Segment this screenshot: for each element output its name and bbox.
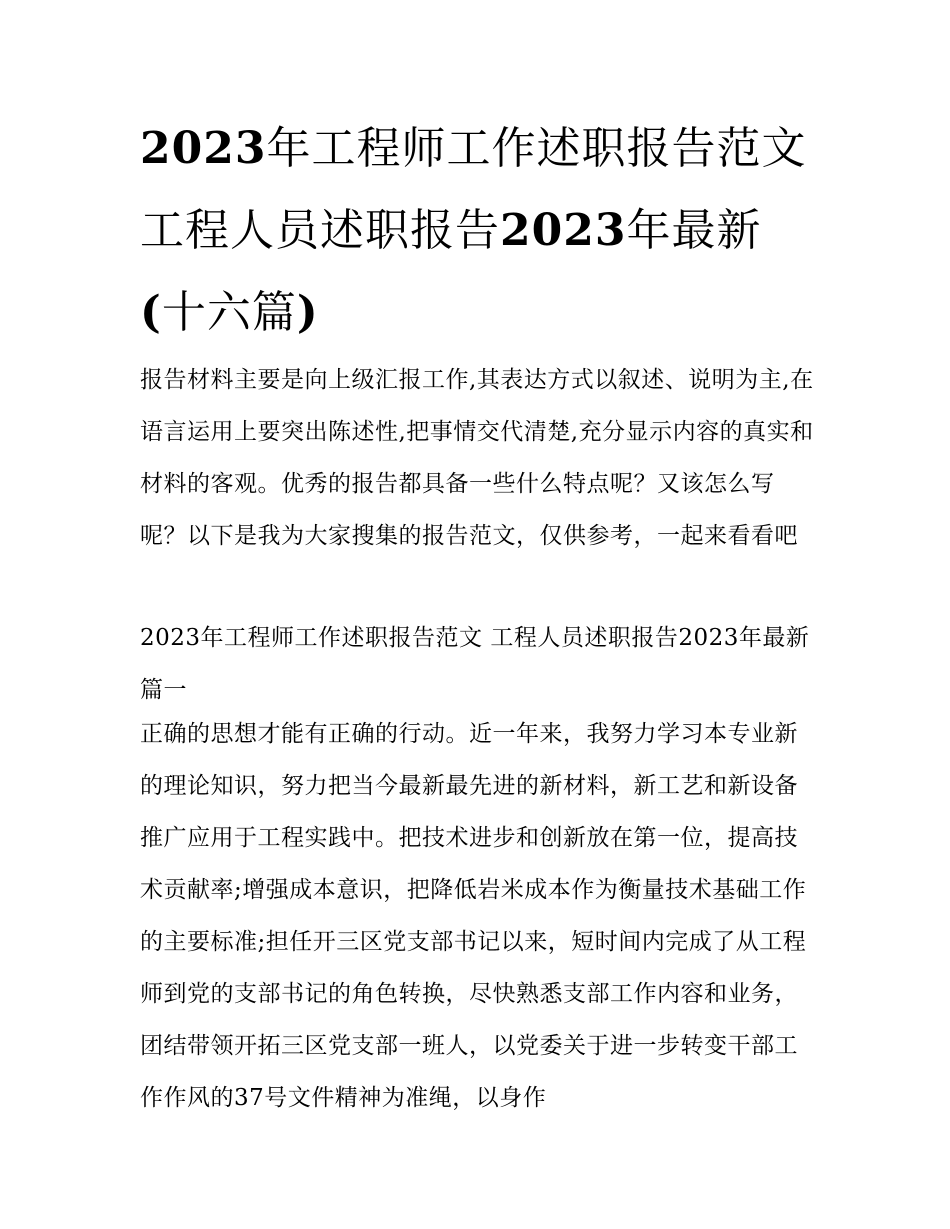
- intro-paragraph: 报告材料主要是向上级汇报工作,其表达方式以叙述、说明为主,在语言运用上要突出陈述性,把事情交代清楚,充分显示内容的真实和材料的客观。优秀的报告都具备一些什么特点呢？又该怎么写呢？以下是我为大家搜集的报告范文，仅供参考，一起来看看吧: [140, 367, 814, 549]
- section-body-paragraph: 正确的思想才能有正确的行动。近一年来，我努力学习本专业新的理论知识，努力把当今最新最先进的新材料，新工艺和新设备推广应用于工程实践中。把技术进步和创新放在第一位，提高技术贡献率;增强成本意识，把降低岩米成本作为衡量技术基础工作的主要标准;担任开三区党支部书记以来，短时间内完成了从工程师到党的支部书记的角色转换，尽快熟悉支部工作内容和业务，团结带领开拓三区党支部一班人，以党委关于进一步转变干部工作作风的37号文件精神为准绳，以身作: [140, 721, 807, 1111]
- document-title: 2023年工程师工作述职报告范文 工程人员述职报告2023年最新(十六篇): [140, 123, 807, 338]
- section-heading: 2023年工程师工作述职报告范文 工程人员述职报告2023年最新篇一: [140, 625, 810, 703]
